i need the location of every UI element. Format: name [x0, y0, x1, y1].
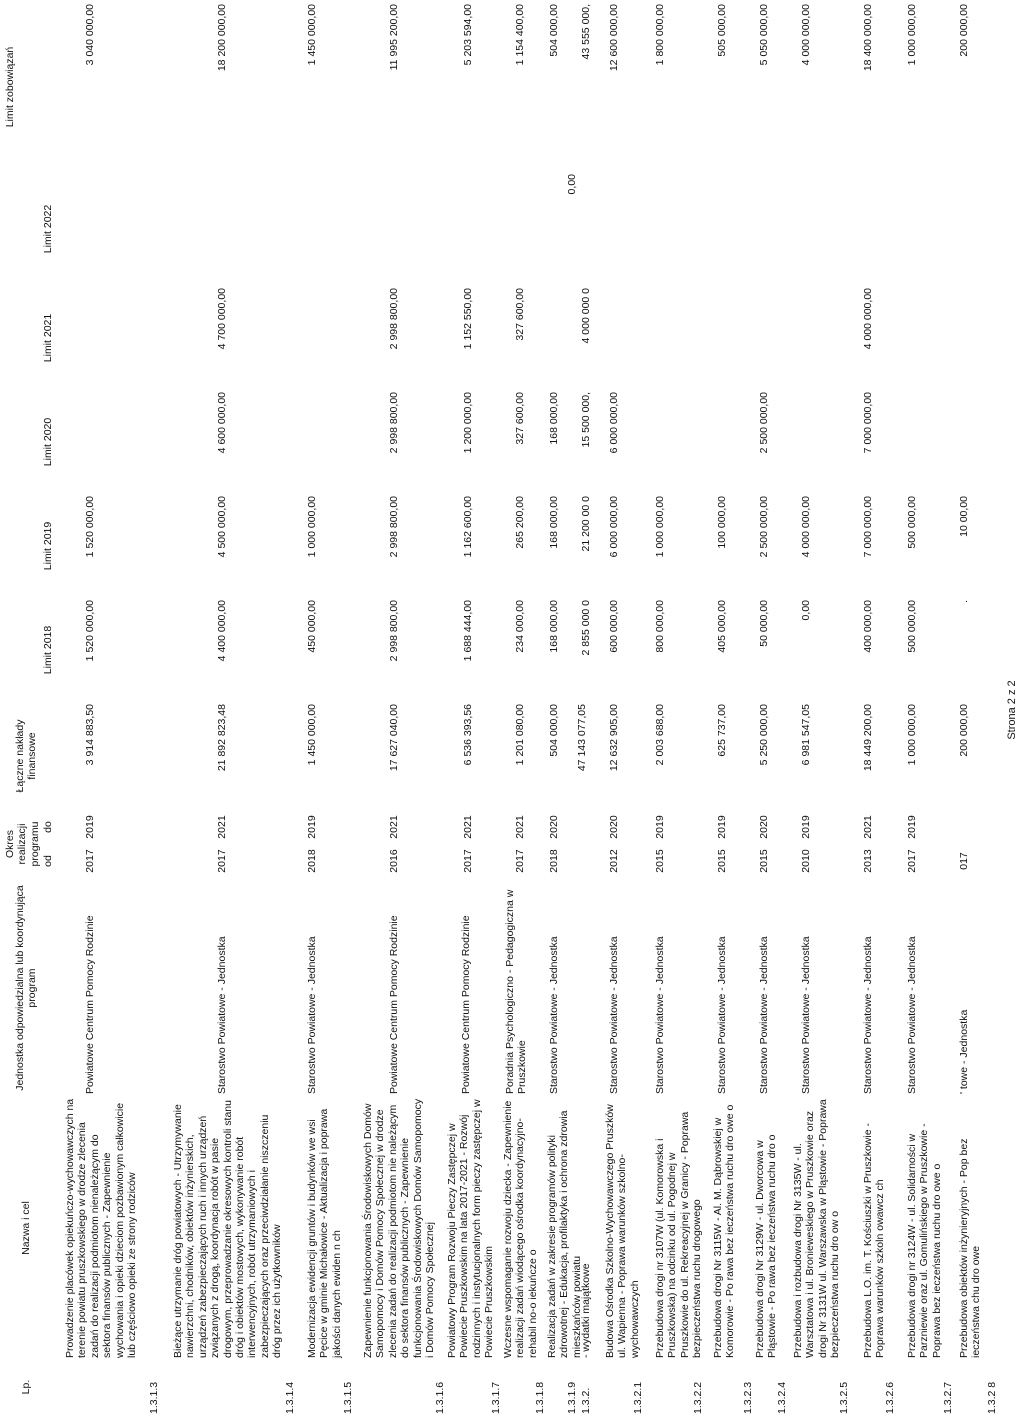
row-name: Prowadzenie placówek opiekuńczo-wychowawczych na terenie powiatu pruszkowskiego w drodze zlecenia zadań do realizacji podmiotom nienależącym do sektora finansów publicznych - Zapewnienie wychowania i opieki dzieciom pozbawionym całkowicie lub częściowo opieki ze strony rodziców [64, 1098, 138, 1358]
row-to: 2021 [862, 815, 874, 839]
row-liabilities: 1 800 000,00 [654, 4, 666, 66]
row-unit: Starostwo Powiatowe - Jednostka [548, 936, 560, 1094]
row-lp: 1.3.1.8 [534, 1381, 546, 1414]
row-limit-2019: 7 000 000,00 [862, 496, 874, 558]
row-lp: 1.3.2.2 [692, 1381, 704, 1414]
row-from: 017 [958, 852, 970, 870]
row-to: 2020 [608, 815, 620, 839]
row-limit-2020: 2 998 800,00 [388, 392, 400, 454]
row-to: 2019 [654, 815, 666, 839]
row-from: 2017 [84, 849, 96, 873]
row-liabilities: 4 000 000,00 [800, 4, 812, 66]
row-limit-2020: 327 600,00 [514, 392, 526, 445]
row-limit-2021: 327 600,00 [514, 288, 526, 341]
row-lp: 1.3.2.4 [776, 1381, 788, 1414]
row-name: Budowa Ośrodka Szkolno-Wychowawczego Pruszków ul. Wapienna - Poprawa warunków szkolno-wychowawczych [604, 1104, 641, 1358]
row-limit-2018: 1 520 000,00 [84, 600, 96, 662]
header-total: Łączne nakłady finansowe [14, 719, 39, 793]
row-to: 2020 [548, 815, 560, 839]
row-name: Przebudowa drogi Nr 3115W - Al. M. Dąbrowskiej w Komorowie - Po rawa bez ieczeństwa ruchu dro owe o [712, 1104, 737, 1358]
row-lp: 1.3.2.1 [632, 1381, 644, 1414]
row-total: 1 000 000,00 [906, 704, 918, 766]
row-limit-2020: 2 500 000,00 [758, 392, 770, 454]
row-unit: Starostwo Powiatowe - Jednostka [654, 936, 666, 1094]
row-limit-2019: 2 998 800,00 [388, 496, 400, 558]
row-limit-2019: 1 520 000,00 [84, 496, 96, 558]
row-name: Powiatowy Program Rozwoju Pieczy Zastępczej w Powiecie Pruszkowskim na lata 2017-2021 - Rozwój rodzinnych i instytucjonalnych form pieczy zastępczej w Powiecie Pruszkowskim [446, 1099, 496, 1358]
row-limit-2018: 0,00 [800, 600, 812, 621]
row-unit: Starostwo Powiatowe - Jednostka [216, 936, 228, 1094]
row-name: Przebudowa drogi nr 3124W - ul. Solidarności w Parzniewie oraz ul. Gomulińskiego w Pruszkowie - Poprawa bez ieczeństwa ruchu dro owe o [906, 1123, 943, 1358]
row-lp: 1.3.2.6 [884, 1381, 896, 1414]
row-to: 2021 [514, 815, 526, 839]
header-limit-2019: Limit 2019 [42, 521, 54, 571]
header-liabilities: Limit zobowiązań [4, 46, 16, 128]
row-from: 2012 [608, 849, 620, 873]
row-from: 2017 [216, 849, 228, 873]
row-liabilities: 11 995 200,00 [388, 4, 400, 71]
row-name: Przebudowa drogi Nr 3129W - ul. Dworcowa w Pląstowie - Po rawa bez ieczeństwa ruchu dro o [754, 1134, 779, 1358]
row-limit-2019: 1 162 600,00 [462, 496, 474, 558]
row-name: - wydatki majątkowe [580, 1263, 592, 1358]
row-name: Przebudowa obiektów inżynieryjnych - Pop bez ieczeństwa chu dro owe [958, 1138, 983, 1358]
row-from: 2018 [306, 849, 318, 873]
row-unit: Powiatowe Centrum Pomocy Rodzinie [460, 915, 472, 1094]
row-total: 1 201 080,00 [514, 704, 526, 766]
row-unit: Starostwo Powiatowe - Jednostka [608, 936, 620, 1094]
row-limit-2019: 500 000,00 [906, 496, 918, 549]
row-unit: Starostwo Powiatowe - Jednostka [906, 936, 918, 1094]
row-limit-2018: 400 000,00 [862, 600, 874, 653]
row-limit-2019: 10 00,00 [958, 496, 970, 537]
row-name: Modernizacja ewidencji gruntów i budynków we wsi Pęcice w gminie Michałowice - Aktualizacja i poprawa jakości danych ewiden n ch [306, 1108, 343, 1358]
row-name: Bieżące utrzymanie dróg powiatowych - Utrzymywanie nawierzchni, chodników, obiektów inżynierskich, urządzeń zabezpieczających ruch i innych urządzeń związanych z drogą, koordynacja robót w pasie drogowym, przeprowadzanie okresowych kontroli stanu dróg i obiektów mostowych, wykonywanie robót interwencyjnych, robót utrzymaniowych i zabezpieczających oraz przeciwdziałanie niszczeniu dróg przez ich użytkowników [172, 1100, 283, 1358]
row-from: 2017 [462, 849, 474, 873]
row-from: 2010 [800, 849, 812, 873]
row-from: 2015 [758, 849, 770, 873]
row-limit-2020: 168 000,00 [548, 392, 560, 445]
row-from: 2018 [548, 849, 560, 873]
header-limit-2022: Limit 2022 [42, 204, 54, 254]
row-total: 6 981 547,05 [800, 704, 812, 766]
row-liabilities: 43 555 000, [580, 4, 592, 60]
header-name: Nazwa i cel [20, 1201, 32, 1255]
row-lp: 1.3.1.7 [490, 1381, 502, 1414]
row-lp: 1.3.2.3 [742, 1381, 754, 1414]
row-total: 17 627 040,00 [388, 704, 400, 772]
row-total: 18 449 200,00 [862, 704, 874, 772]
row-to: 2021 [388, 815, 400, 839]
row-total: 625 737,00 [716, 704, 728, 757]
row-limit-2018: 405 000,00 [716, 600, 728, 653]
row-liabilities: 18 200 000,00 [216, 4, 228, 72]
row-limit-2018: 50 000,00 [758, 600, 770, 647]
row-limit-2018: 800 000,00 [654, 600, 666, 653]
row-to: 2019 [906, 815, 918, 839]
row-liabilities: 3 040 000,00 [84, 4, 96, 66]
row-limit-2019: 168 000,00 [548, 496, 560, 549]
row-limit-2020: 7 000 000,00 [862, 392, 874, 454]
row-limit-2020: 6 000 000,00 [608, 392, 620, 454]
row-limit-2019: 4 000 000,00 [800, 496, 812, 558]
row-to: 2021 [462, 815, 474, 839]
row-to: 2019 [716, 815, 728, 839]
row-liabilities: 18 400 000,00 [862, 4, 874, 72]
row-total: 47 143 077,05 [576, 704, 588, 772]
page-number: Strona 2 z 2 [1006, 680, 1018, 740]
row-unit: ' towe - Jednostka [958, 1009, 970, 1094]
row-lp: 1.3.2.7 [942, 1381, 954, 1414]
row-liabilities: 1 000 000,00 [906, 4, 918, 66]
row-lp: 1.3.1.5 [342, 1381, 354, 1414]
row-name: Wczesne wspomaganie rozwoju dziecka - Zapewnienie realizacji zadań wiodącego ośrodka koordynacyjno-rehabil no-o iekuńcze o [502, 1100, 539, 1358]
row-name: Realizacja zadań w zakresie programów polityki zdrowotnej - Edukacja, profilaktyka i ochrona zdrowia mieszkańców powiatu [546, 1110, 583, 1358]
row-total: 12 632 905,00 [608, 704, 620, 772]
header-period: Okres realizacji programu [4, 821, 41, 867]
row-lp: 1.3.2.5 [838, 1381, 850, 1414]
row-unit: Starostwo Powiatowe - Jednostka [306, 936, 318, 1094]
row-limit-2018: 168 000,00 [548, 600, 560, 653]
row-to: 2019 [84, 815, 96, 839]
row-total: 1 450 000,00 [306, 704, 318, 766]
row-limit-2019: 1 000 000,00 [306, 496, 318, 558]
header-limit-2018: Limit 2018 [42, 625, 54, 675]
row-limit-2019: 100 000,00 [716, 496, 728, 549]
row-name: Przebudowa L.O. im. T. Kościuszki w Pruszkowie - Poprawa warunków szkoln owawcz ch [862, 1123, 887, 1358]
row-lp: 1.3.1.6 [434, 1381, 446, 1414]
row-limit-2019: 1 000 000,00 [654, 496, 666, 558]
row-total: 5 250 000,00 [758, 704, 770, 766]
row-name: Przebudowa i rozbudowa drogi Nr 3135W - ul. Warsztatowa i ul. Bronieweskiego w Pruszkowie oraz drogi Nr 3131W ul. Warszawska w Pląstowie - Poprawa bezpieczeństwa ruchu dro ow o [792, 1099, 842, 1358]
row-total: 3 914 883,50 [84, 704, 96, 766]
row-from: 2017 [906, 849, 918, 873]
row-from: 2016 [388, 849, 400, 873]
row-total: 200 000,00 [958, 704, 970, 757]
row-name: Zapewnienie funkcjonowania Środowiskowych Domów Samopomocy i Domów Pomocy Społecznej w drodze zlecenia zadań do realizacji podmiotom nie należącym do sektora finansów publicznych - Zapewnienie funkcjonowania Środowiskowych Domów Samopomocy i Domów Pomocy Społecznej [362, 1098, 436, 1358]
row-limit-2022: 0,00 [566, 174, 578, 195]
row-total: 504 000,00 [548, 704, 560, 757]
row-from: 2015 [716, 849, 728, 873]
row-liabilities: 505 000,00 [716, 4, 728, 57]
row-from: 2013 [862, 849, 874, 873]
row-limit-2019: 4 500 000,00 [216, 496, 228, 558]
header-from: od [42, 855, 54, 867]
row-lp: 1.3.1.3 [148, 1381, 160, 1414]
row-limit-2019: 21 200 00 0 [580, 496, 592, 552]
row-unit: Starostwo Powiatowe - Jednostka [862, 936, 874, 1094]
row-from: 2017 [514, 849, 526, 873]
row-limit-2018: 2 855 000 0 [580, 600, 592, 656]
row-limit-2018: 2 998 800,00 [388, 600, 400, 662]
row-total: 6 536 393,56 [462, 704, 474, 766]
header-limit-2020: Limit 2020 [42, 417, 54, 467]
row-liabilities: 504 000,00 [548, 4, 560, 57]
row-limit-2018: 1 688 444,00 [462, 600, 474, 662]
row-limit-2021: 4 000 000 0 [580, 288, 592, 344]
header-limit-2021: Limit 2021 [42, 313, 54, 363]
row-lp: 1.3.2. [580, 1387, 592, 1414]
header-lp: Lp. [20, 1379, 32, 1395]
row-to: 2019 [800, 815, 812, 839]
row-unit: Starostwo Powiatowe - Jednostka [758, 936, 770, 1094]
row-to: 2019 [306, 815, 318, 839]
row-unit: Powiatowe Centrum Pomocy Rodzinie [84, 915, 96, 1094]
row-limit-2018: . [958, 600, 970, 603]
row-liabilities: 1 450 000,00 [306, 4, 318, 66]
row-to: 2020 [758, 815, 770, 839]
row-limit-2021: 1 152 550,00 [462, 288, 474, 350]
row-limit-2021: 2 998 800,00 [388, 288, 400, 350]
row-limit-2018: 500 000,00 [906, 600, 918, 653]
header-to: do [42, 821, 54, 833]
row-to: 2021 [216, 815, 228, 839]
row-unit: Poradnia Psychologiczno - Pedagogiczna w Pruszkowie [504, 889, 529, 1094]
row-limit-2020: 4 600 000,00 [216, 392, 228, 454]
row-limit-2019: 2 500 000,00 [758, 496, 770, 558]
row-limit-2018: 600 000,00 [608, 600, 620, 653]
row-liabilities: 5 050 000,00 [758, 4, 770, 66]
row-limit-2021: 4 700 000,00 [216, 288, 228, 350]
row-limit-2018: 4 400 000,00 [216, 600, 228, 662]
row-liabilities: 1 154 400,00 [514, 4, 526, 66]
row-limit-2021: 4 000 000,00 [862, 288, 874, 350]
row-limit-2019: 265 200,00 [514, 496, 526, 549]
row-limit-2018: 234 000,00 [514, 600, 526, 653]
row-unit: Powiatowe Centrum Pomocy Rodzinie [388, 915, 400, 1094]
row-from: 2015 [654, 849, 666, 873]
row-lp: 1.3.2 8 [986, 1381, 998, 1414]
row-total: 21 892 823,48 [216, 704, 228, 772]
row-unit: Starostwo Powiatowe - Jednostka [800, 936, 812, 1094]
row-liabilities: 5 203 594,00 [462, 4, 474, 66]
row-lp: 1.3.1.9 [566, 1381, 578, 1414]
row-lp: 1.3.1.4 [284, 1381, 296, 1414]
row-limit-2018: 450 000,00 [306, 600, 318, 653]
row-limit-2019: 6 000 000,00 [608, 496, 620, 558]
header-unit: Jednostka odpowiedzialna lub koordynująca program [14, 885, 39, 1091]
row-liabilities: 12 600 000,00 [608, 4, 620, 72]
row-total: 2 003 688,00 [654, 704, 666, 766]
row-liabilities: 200 000,00 [958, 4, 970, 57]
row-limit-2020: 1 200 000,00 [462, 392, 474, 454]
row-limit-2020: 15 500 000, [580, 392, 592, 448]
row-name: Przebudowa drogi nr 3107W (ul. Komorowska i Pruszkowska) na odcinku od ul. Pogodnej w Pruszkowie do ul. Rekreacyjnej w Granicy - Poprawa bezpieczeństwa ruchu drogowego [654, 1111, 704, 1358]
row-unit: Starostwo Powiatowe - Jednostka [716, 936, 728, 1094]
